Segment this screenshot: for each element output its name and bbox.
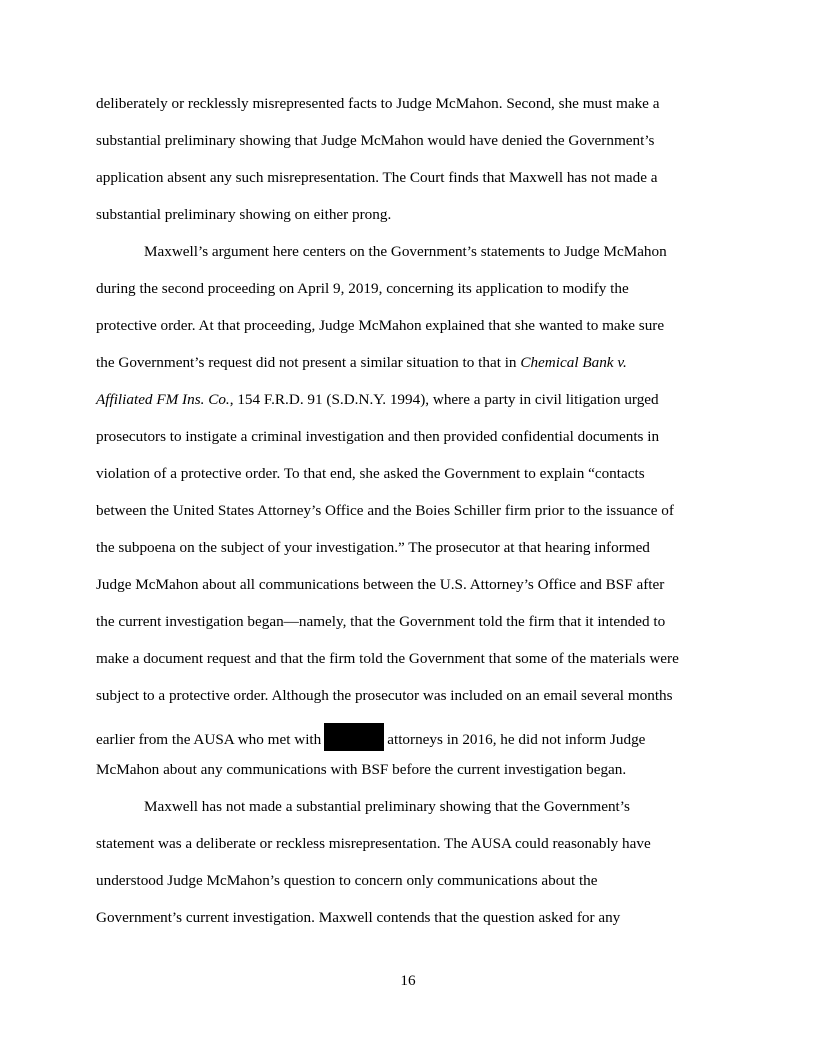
text-line: make a document request and that the firm told the Government that some of the materials were	[96, 650, 679, 667]
case-citation: Chemical Bank v.	[520, 354, 627, 371]
text-line: subject to a protective order. Although the prosecutor was included on an email several months	[96, 687, 673, 704]
text-line	[96, 723, 645, 751]
text-segment: , 154 F.R.D. 91 (S.D.N.Y. 1994), where a party in civil litigation urged	[229, 391, 659, 408]
text-line: substantial preliminary showing on either prong.	[96, 206, 392, 223]
text-line: Government’s current investigation. Maxwell contends that the question asked for any	[96, 909, 621, 926]
text-line	[96, 390, 659, 410]
text-line: violation of a protective order. To that end, she asked the Government to explain “contacts	[96, 465, 645, 482]
text-segment: the Government’s request did not present a similar situation to that in	[96, 354, 521, 371]
case-citation: Affiliated FM Ins. Co.	[96, 391, 230, 408]
text-line: substantial preliminary showing that Judge McMahon would have denied the Government’s	[96, 132, 655, 149]
text-line: between the United States Attorney’s Office and the Boies Schiller firm prior to the issuance of	[96, 502, 674, 519]
text-line: statement was a deliberate or reckless misrepresentation. The AUSA could reasonably have	[96, 835, 651, 852]
text-segment: attorneys in 2016, he did not inform Judge	[387, 731, 646, 748]
page-number: 16	[400, 972, 416, 989]
paragraph-start-line: Maxwell has not made a substantial preliminary showing that the Government’s	[144, 798, 630, 815]
text-line: during the second proceeding on April 9, 2019, concerning its application to modify the	[96, 280, 629, 297]
text-line: protective order. At that proceeding, Judge McMahon explained that she wanted to make sure	[96, 317, 665, 334]
text-line: the subpoena on the subject of your investigation.” The prosecutor at that hearing informed	[96, 539, 650, 556]
redaction-box	[324, 723, 384, 751]
text-line: prosecutors to instigate a criminal investigation and then provided confidential documents in	[96, 428, 660, 445]
text-line: application absent any such misrepresentation. The Court finds that Maxwell has not made a	[96, 169, 658, 186]
text-line: understood Judge McMahon’s question to concern only communications about the	[96, 872, 598, 889]
paragraph-start-line: Maxwell’s argument here centers on the Government’s statements to Judge McMahon	[144, 243, 667, 260]
text-line: McMahon about any communications with BSF before the current investigation began.	[96, 761, 627, 778]
text-line: the current investigation began—namely, that the Government told the firm that it intended to	[96, 613, 666, 630]
text-segment: earlier from the AUSA who met with	[96, 731, 322, 748]
text-line	[96, 353, 627, 373]
text-line: Judge McMahon about all communications between the U.S. Attorney’s Office and BSF after	[96, 576, 665, 593]
text-line: deliberately or recklessly misrepresented facts to Judge McMahon. Second, she must make a	[96, 95, 660, 112]
